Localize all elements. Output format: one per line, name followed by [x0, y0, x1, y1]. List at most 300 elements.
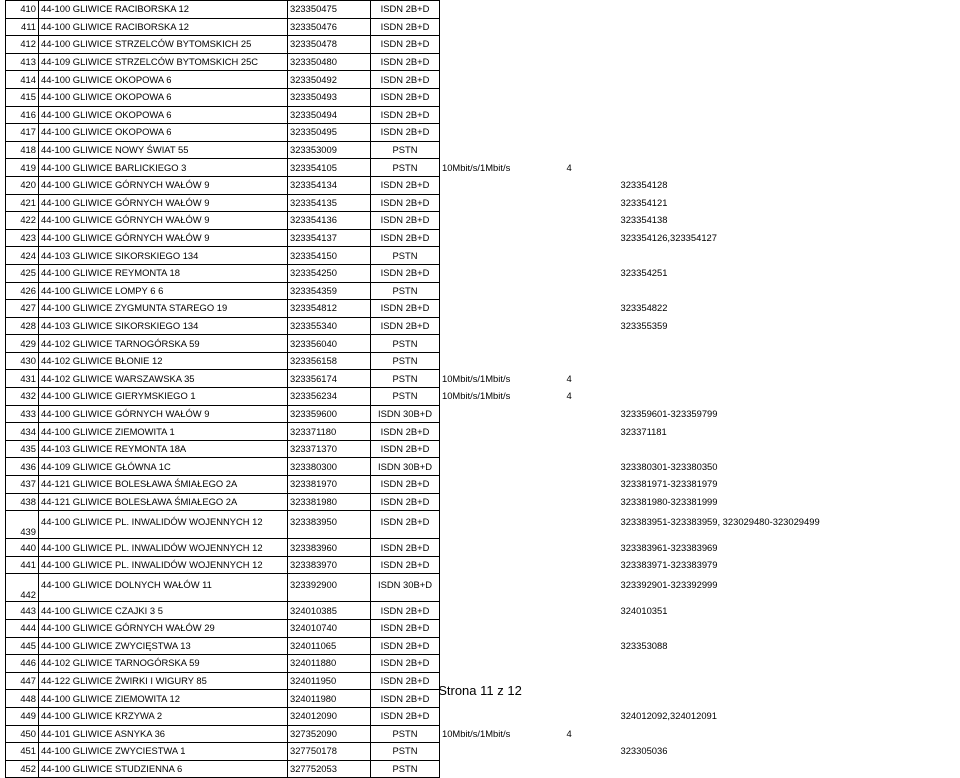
speed-cell: [440, 36, 565, 54]
address-cell: 44-102 GLIWICE TARNOGÓRSKA 59: [39, 655, 288, 673]
address-cell: 44-103 GLIWICE REYMONTA 18A: [39, 440, 288, 458]
table-row: [6, 388, 869, 406]
spacer-cell: [605, 247, 619, 265]
spacer-cell: [605, 124, 619, 142]
row-number-cell: 424: [6, 247, 39, 265]
count-cell: [565, 247, 605, 265]
extra-numbers-cell: [619, 725, 869, 743]
address-cell: 44-100 GLIWICE GÓRNYCH WAŁÓW 9: [39, 176, 288, 194]
row-number-cell: 432: [6, 388, 39, 406]
row-number-cell: 429: [6, 335, 39, 353]
phone-number-cell: 323350475: [288, 1, 371, 19]
extra-numbers-cell: [619, 36, 869, 54]
table-row: [6, 476, 869, 494]
line-type-cell: ISDN 2B+D: [371, 637, 440, 655]
spacer-cell: [605, 106, 619, 124]
address-cell: 44-100 GLIWICE GIERYMSKIEGO 1: [39, 388, 288, 406]
spacer-cell: [605, 282, 619, 300]
phone-number-cell: 323380300: [288, 458, 371, 476]
table-row: [6, 655, 869, 673]
spacer-cell: [605, 476, 619, 494]
table-row: [6, 511, 869, 539]
phone-number-cell: 323354359: [288, 282, 371, 300]
line-type-cell: ISDN 2B+D: [371, 476, 440, 494]
table-row: [6, 247, 869, 265]
address-cell: 44-100 GLIWICE CZAJKI 3 5: [39, 602, 288, 620]
speed-cell: [440, 423, 565, 441]
table-row: [6, 405, 869, 423]
line-type-cell: ISDN 2B+D: [371, 707, 440, 725]
address-cell: 44-100 GLIWICE OKOPOWA 6: [39, 124, 288, 142]
line-type-cell: ISDN 2B+D: [371, 264, 440, 282]
speed-cell: [440, 229, 565, 247]
address-cell: 44-102 GLIWICE WARSZAWSKA 35: [39, 370, 288, 388]
count-cell: [565, 335, 605, 353]
line-type-cell: ISDN 2B+D: [371, 176, 440, 194]
row-number-cell: 420: [6, 176, 39, 194]
line-type-cell: ISDN 2B+D: [371, 440, 440, 458]
spacer-cell: [605, 36, 619, 54]
row-number-cell: 410: [6, 1, 39, 19]
line-type-cell: ISDN 2B+D: [371, 690, 440, 708]
line-type-cell: ISDN 2B+D: [371, 317, 440, 335]
speed-cell: 10Mbit/s/1Mbit/s: [442, 727, 511, 739]
extra-numbers-cell: [619, 370, 869, 388]
speed-cell: 10Mbit/s/1Mbit/s: [442, 390, 511, 402]
line-type-cell: ISDN 2B+D: [371, 511, 440, 539]
table-row: [6, 282, 869, 300]
count-cell: [565, 760, 605, 778]
speed-cell: [440, 194, 565, 212]
address-cell: 44-100 GLIWICE ZWYCIESTWA 1: [39, 743, 288, 761]
speed-cell: [440, 212, 565, 230]
line-type-cell: PSTN: [371, 725, 440, 743]
table-row: [6, 194, 869, 212]
phone-number-cell: 323350494: [288, 106, 371, 124]
spacer-cell: [605, 370, 619, 388]
extra-numbers-cell: 323353088: [620, 639, 668, 651]
address-cell: 44-100 GLIWICE OKOPOWA 6: [39, 106, 288, 124]
speed-cell: [440, 317, 565, 335]
speed-cell: [440, 574, 565, 602]
address-cell: 44-100 GLIWICE ZWYCIĘSTWA 13: [39, 637, 288, 655]
row-number-cell: 443: [6, 602, 39, 620]
count-cell: 4: [566, 372, 572, 384]
line-type-cell: ISDN 2B+D: [371, 229, 440, 247]
spacer-cell: [605, 511, 619, 539]
address-cell: 44-100 GLIWICE ZIEMOWITA 12: [39, 690, 288, 708]
phone-number-cell: 323383950: [288, 511, 371, 539]
speed-cell: [440, 300, 565, 318]
address-cell: 44-100 GLIWICE STUDZIENNA 6: [39, 760, 288, 778]
table-row: [6, 493, 869, 511]
spacer-cell: [605, 1, 619, 19]
count-cell: 4: [566, 727, 572, 739]
line-type-cell: ISDN 2B+D: [371, 106, 440, 124]
extra-numbers-cell: 323383971-323383979: [620, 559, 718, 571]
spacer-cell: [605, 18, 619, 36]
row-number-cell: 447: [6, 672, 39, 690]
count-cell: [565, 423, 605, 441]
extra-numbers-cell: [619, 88, 869, 106]
speed-cell: [440, 71, 565, 89]
line-type-cell: PSTN: [371, 352, 440, 370]
address-cell: 44-100 GLIWICE PL. INWALIDÓW WOJENNYCH 12: [39, 539, 288, 557]
spacer-cell: [605, 194, 619, 212]
row-number-cell: 433: [6, 405, 39, 423]
speed-cell: [440, 476, 565, 494]
count-cell: [565, 53, 605, 71]
address-cell: 44-121 GLIWICE BOLESŁAWA ŚMIAŁEGO 2A: [39, 493, 288, 511]
speed-cell: [440, 707, 565, 725]
phone-number-cell: 323383960: [288, 539, 371, 557]
spacer-cell: [605, 71, 619, 89]
count-cell: [565, 743, 605, 761]
table-row: [6, 574, 869, 602]
speed-cell: [440, 511, 565, 539]
table-row: [6, 335, 869, 353]
extra-numbers-cell: 323381971-323381979: [620, 478, 718, 490]
phone-number-cell: 323381970: [288, 476, 371, 494]
spacer-cell: [605, 556, 619, 574]
spacer-cell: [605, 159, 619, 177]
spacer-cell: [605, 212, 619, 230]
phone-number-cell: 327750178: [288, 743, 371, 761]
row-number-cell: 439: [6, 511, 39, 539]
row-number-cell: 411: [6, 18, 39, 36]
address-cell: 44-100 GLIWICE OKOPOWA 6: [39, 71, 288, 89]
table-row: [6, 71, 869, 89]
line-type-cell: PSTN: [371, 370, 440, 388]
row-number-cell: 412: [6, 36, 39, 54]
address-cell: 44-100 GLIWICE LOMPY 6 6: [39, 282, 288, 300]
address-cell: 44-109 GLIWICE GŁÓWNA 1C: [39, 458, 288, 476]
spacer-cell: [605, 655, 619, 673]
phone-number-cell: 323392900: [288, 574, 371, 602]
speed-cell: [440, 602, 565, 620]
spacer-cell: [605, 539, 619, 557]
speed-cell: [440, 141, 565, 159]
row-number-cell: 421: [6, 194, 39, 212]
phone-number-cell: 323354137: [288, 229, 371, 247]
count-cell: [565, 405, 605, 423]
line-type-cell: PSTN: [371, 282, 440, 300]
table-row: [6, 602, 869, 620]
address-cell: 44-100 GLIWICE PL. INWALIDÓW WOJENNYCH 12: [39, 556, 288, 574]
row-number-cell: 436: [6, 458, 39, 476]
line-type-cell: ISDN 2B+D: [371, 300, 440, 318]
line-type-cell: PSTN: [371, 159, 440, 177]
table-row: [6, 352, 869, 370]
count-cell: [565, 194, 605, 212]
phone-number-cell: 327352090: [288, 725, 371, 743]
row-number-cell: 440: [6, 539, 39, 557]
spacer-cell: [605, 707, 619, 725]
line-type-cell: ISDN 2B+D: [371, 36, 440, 54]
extra-numbers-cell: [619, 159, 869, 177]
table-row: [6, 620, 869, 638]
extra-numbers-cell: [619, 335, 869, 353]
table-row: [6, 707, 869, 725]
table-row: [6, 317, 869, 335]
line-type-cell: ISDN 2B+D: [371, 655, 440, 673]
address-cell: 44-100 GLIWICE STRZELCÓW BYTOMSKICH 25: [39, 36, 288, 54]
speed-cell: [440, 539, 565, 557]
line-type-cell: PSTN: [371, 141, 440, 159]
extra-numbers-cell: 323354251: [620, 267, 668, 279]
table-row: [6, 556, 869, 574]
phone-number-cell: 324011950: [288, 672, 371, 690]
table-row: [6, 159, 869, 177]
spacer-cell: [605, 141, 619, 159]
extra-numbers-cell: [619, 71, 869, 89]
row-number-cell: 423: [6, 229, 39, 247]
row-number-cell: 426: [6, 282, 39, 300]
count-cell: [565, 655, 605, 673]
phone-number-cell: 323356158: [288, 352, 371, 370]
address-cell: 44-101 GLIWICE ASNYKA 36: [39, 725, 288, 743]
line-type-cell: ISDN 2B+D: [371, 620, 440, 638]
phone-number-cell: 323350480: [288, 53, 371, 71]
speed-cell: [440, 106, 565, 124]
phone-number-cell: 323354105: [288, 159, 371, 177]
speed-cell: [440, 176, 565, 194]
address-cell: 44-100 GLIWICE ZYGMUNTA STAREGO 19: [39, 300, 288, 318]
address-cell: 44-100 GLIWICE BARLICKIEGO 3: [39, 159, 288, 177]
extra-numbers-cell: [619, 247, 869, 265]
table-row: [6, 440, 869, 458]
spacer-cell: [605, 440, 619, 458]
phone-number-cell: 323371180: [288, 423, 371, 441]
extra-numbers-cell: 323392901-323392999: [620, 578, 718, 590]
phone-number-cell: 324011980: [288, 690, 371, 708]
extra-numbers-cell: [619, 53, 869, 71]
extra-numbers-cell: 323383961-323383969: [620, 541, 718, 553]
line-type-cell: ISDN 2B+D: [371, 423, 440, 441]
row-number-cell: 415: [6, 88, 39, 106]
extra-numbers-cell: 324010351: [620, 604, 668, 616]
row-number-cell: 435: [6, 440, 39, 458]
spacer-cell: [605, 53, 619, 71]
speed-cell: 10Mbit/s/1Mbit/s: [442, 161, 511, 173]
data-table: [5, 0, 869, 778]
phone-number-cell: 323356174: [288, 370, 371, 388]
spacer-cell: [605, 743, 619, 761]
speed-cell: [440, 335, 565, 353]
phone-number-cell: 324012090: [288, 707, 371, 725]
count-cell: [565, 229, 605, 247]
table-row: [6, 637, 869, 655]
speed-cell: [440, 440, 565, 458]
spacer-cell: [605, 493, 619, 511]
count-cell: [565, 458, 605, 476]
line-type-cell: PSTN: [371, 335, 440, 353]
speed-cell: [440, 352, 565, 370]
extra-numbers-cell: [619, 388, 869, 406]
phone-number-cell: 324010740: [288, 620, 371, 638]
count-cell: [565, 141, 605, 159]
row-number-cell: 448: [6, 690, 39, 708]
extra-numbers-cell: [619, 440, 869, 458]
row-number-cell: 437: [6, 476, 39, 494]
spacer-cell: [605, 388, 619, 406]
phone-number-cell: 323354136: [288, 212, 371, 230]
row-number-cell: 418: [6, 141, 39, 159]
speed-cell: [440, 655, 565, 673]
extra-numbers-cell: 323354128: [620, 179, 668, 191]
count-cell: [565, 556, 605, 574]
extra-numbers-cell: 323354121: [620, 196, 668, 208]
speed-cell: [440, 282, 565, 300]
address-cell: 44-103 GLIWICE SIKORSKIEGO 134: [39, 247, 288, 265]
row-number-cell: 450: [6, 725, 39, 743]
phone-number-cell: 323353009: [288, 141, 371, 159]
line-type-cell: ISDN 2B+D: [371, 88, 440, 106]
row-number-cell: 417: [6, 124, 39, 142]
spacer-cell: [605, 335, 619, 353]
count-cell: [565, 317, 605, 335]
row-number-cell: 427: [6, 300, 39, 318]
row-number-cell: 413: [6, 53, 39, 71]
line-type-cell: ISDN 2B+D: [371, 493, 440, 511]
count-cell: [565, 539, 605, 557]
line-type-cell: ISDN 2B+D: [371, 1, 440, 19]
extra-numbers-cell: 323354126,323354127: [620, 232, 717, 244]
extra-numbers-cell: 323305036: [620, 745, 668, 757]
count-cell: [565, 106, 605, 124]
spacer-cell: [605, 637, 619, 655]
phone-number-cell: 323350476: [288, 18, 371, 36]
count-cell: [565, 71, 605, 89]
table-row: [6, 53, 869, 71]
count-cell: [565, 212, 605, 230]
spacer-cell: [605, 300, 619, 318]
phone-number-cell: 323383970: [288, 556, 371, 574]
address-cell: 44-121 GLIWICE BOLESŁAWA ŚMIAŁEGO 2A: [39, 476, 288, 494]
phone-number-cell: 323355340: [288, 317, 371, 335]
spacer-cell: [605, 88, 619, 106]
line-type-cell: ISDN 2B+D: [371, 18, 440, 36]
spacer-cell: [605, 725, 619, 743]
address-cell: 44-100 GLIWICE RACIBORSKA 12: [39, 1, 288, 19]
count-cell: [565, 352, 605, 370]
extra-numbers-cell: 323371181: [620, 425, 667, 437]
count-cell: [565, 440, 605, 458]
row-number-cell: 449: [6, 707, 39, 725]
address-cell: 44-100 GLIWICE REYMONTA 18: [39, 264, 288, 282]
extra-numbers-cell: 323359601-323359799: [620, 407, 718, 419]
extra-numbers-cell: [619, 282, 869, 300]
count-cell: [565, 476, 605, 494]
line-type-cell: ISDN 2B+D: [371, 124, 440, 142]
address-cell: 44-102 GLIWICE TARNOGÓRSKA 59: [39, 335, 288, 353]
spacer-cell: [605, 405, 619, 423]
line-type-cell: ISDN 2B+D: [371, 71, 440, 89]
address-cell: 44-100 GLIWICE KRZYWA 2: [39, 707, 288, 725]
phone-number-cell: 323356040: [288, 335, 371, 353]
phone-number-cell: 324011065: [288, 637, 371, 655]
extra-numbers-cell: 323354138: [620, 214, 668, 226]
extra-numbers-cell: 323354822: [620, 302, 668, 314]
count-cell: [565, 300, 605, 318]
speed-cell: [440, 637, 565, 655]
address-cell: 44-100 GLIWICE OKOPOWA 6: [39, 88, 288, 106]
phone-number-cell: 323350495: [288, 124, 371, 142]
count-cell: [565, 36, 605, 54]
count-cell: [565, 707, 605, 725]
extra-numbers-cell: [619, 1, 869, 19]
address-cell: 44-100 GLIWICE NOWY ŚWIAT 55: [39, 141, 288, 159]
address-cell: 44-103 GLIWICE SIKORSKIEGO 134: [39, 317, 288, 335]
table-row: [6, 212, 869, 230]
count-cell: [565, 282, 605, 300]
row-number-cell: 438: [6, 493, 39, 511]
page-footer: Strona 11 z 12: [438, 683, 522, 698]
line-type-cell: PSTN: [371, 760, 440, 778]
extra-numbers-cell: [619, 106, 869, 124]
count-cell: [565, 602, 605, 620]
speed-cell: [440, 760, 565, 778]
line-type-cell: ISDN 2B+D: [371, 212, 440, 230]
extra-numbers-cell: 323383951-323383959, 323029480-323029499: [620, 515, 820, 527]
row-number-cell: 434: [6, 423, 39, 441]
phone-number-cell: 324010385: [288, 602, 371, 620]
extra-numbers-cell: [619, 352, 869, 370]
table-row: [6, 300, 869, 318]
address-cell: 44-100 GLIWICE GÓRNYCH WAŁÓW 9: [39, 229, 288, 247]
table-row: [6, 88, 869, 106]
row-number-cell: 444: [6, 620, 39, 638]
row-number-cell: 430: [6, 352, 39, 370]
extra-numbers-cell: [619, 760, 869, 778]
count-cell: [565, 1, 605, 19]
speed-cell: [440, 556, 565, 574]
count-cell: [565, 574, 605, 602]
count-cell: [565, 124, 605, 142]
line-type-cell: ISDN 30B+D: [371, 458, 440, 476]
count-cell: [565, 88, 605, 106]
table-row: [6, 423, 869, 441]
extra-numbers-cell: [619, 18, 869, 36]
phone-number-cell: 323354150: [288, 247, 371, 265]
speed-cell: [440, 493, 565, 511]
extra-numbers-cell: [619, 620, 869, 638]
count-cell: [565, 493, 605, 511]
row-number-cell: 428: [6, 317, 39, 335]
extra-numbers-cell: [619, 655, 869, 673]
table-row: [6, 106, 869, 124]
row-number-cell: 414: [6, 71, 39, 89]
line-type-cell: PSTN: [371, 247, 440, 265]
spacer-cell: [605, 760, 619, 778]
row-number-cell: 441: [6, 556, 39, 574]
address-cell: 44-100 GLIWICE RACIBORSKA 12: [39, 18, 288, 36]
row-number-cell: 452: [6, 760, 39, 778]
extra-numbers-cell: [619, 141, 869, 159]
spacer-cell: [605, 602, 619, 620]
spacer-cell: [605, 620, 619, 638]
phone-number-cell: 323371370: [288, 440, 371, 458]
extra-numbers-cell: 323380301-323380350: [620, 460, 718, 472]
row-number-cell: 425: [6, 264, 39, 282]
address-cell: 44-100 GLIWICE GÓRNYCH WAŁÓW 9: [39, 212, 288, 230]
line-type-cell: PSTN: [371, 743, 440, 761]
phone-number-cell: 323354134: [288, 176, 371, 194]
spacer-cell: [605, 352, 619, 370]
address-cell: 44-109 GLIWICE STRZELCÓW BYTOMSKICH 25C: [39, 53, 288, 71]
row-number-cell: 416: [6, 106, 39, 124]
phone-number-cell: 323354135: [288, 194, 371, 212]
